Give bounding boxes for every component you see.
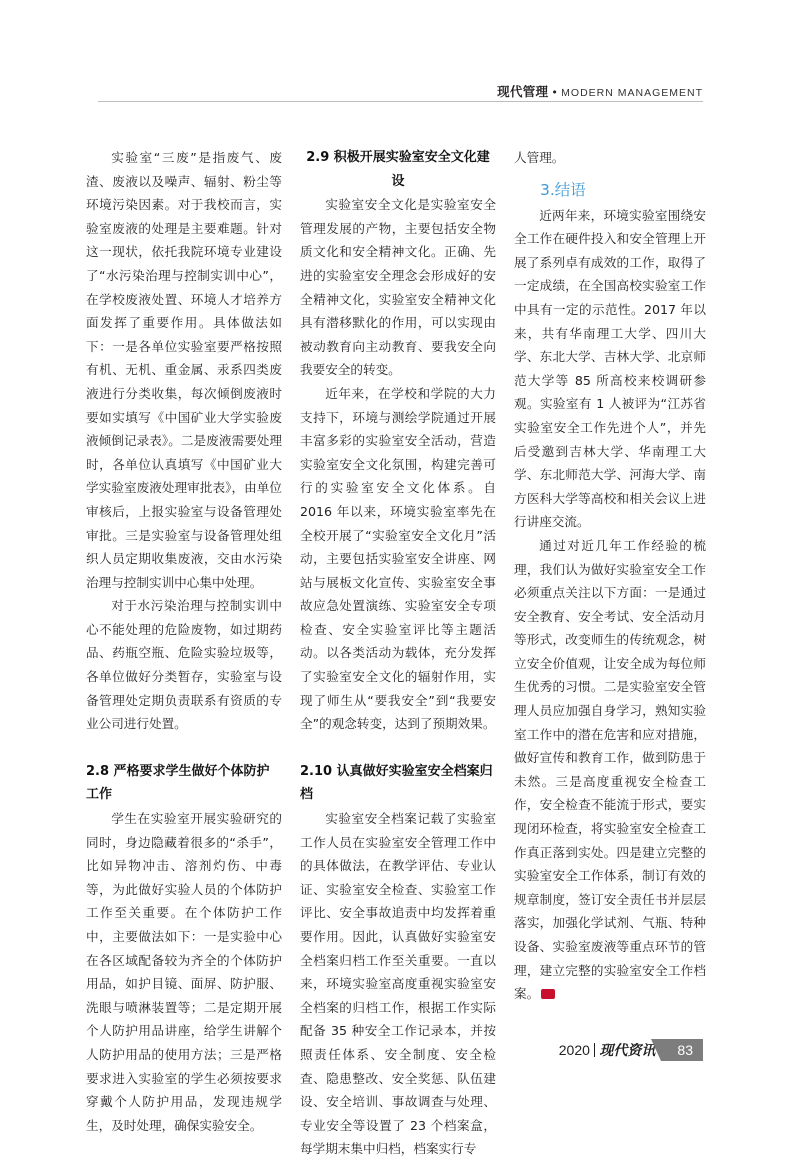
paragraph-conclusion-lessons-text: 通过对近几年工作经验的梳理，我们认为做好实验室安全工作必须重点关注以下方面：一是通过安全教育、安全考试、安全活动月等形式，改变师生的传统观念，树立安全价值观，让安全成为每位师生优秀的习惯。二是实验室安全管理人员应加强自身学习，熟知实验室工作中的潜在危害和应对措施，做好宣传和教育工作，做到防患于未然。三是高度重视安全检查工作，安全检查不能流于形式，要实现闭环检查，将实验室安全检查工作真正落到实处。四是建立完整的实验室安全工作体系，制订有效的规章制度，签订安全责任书并层层落实，加强化学试剂、气瓶、特种设备、实验室废液等重点环节的管理，建立完整的实验室安全工作档案。 <box>514 537 706 1002</box>
paragraph-culture-activities: 近年来，在学校和学院的大力支持下，环境与测绘学院通过开展丰富多彩的实验室安全活动，营造实验室安全文化氛围，构建完善可行的实验室安全文化体系。自 2016 年以来，环境实验室率先在全校开展了“实验室安全文化月”活动，主要包括实验室安全讲座、网站与展板文化宣传、实验室安全事故应急处置演练、实验室安全专项检查、安全实验室评比等主题活动。以各类活动为载体，充分发挥了实验室安全文化的辐射作用，实现了师生从“要我安全”到“我要安全”的观念转变，达到了预期效果。 <box>300 385 496 732</box>
paragraph-hazardous-waste: 对于水污染治理与控制实训中心不能处理的危险废物，如过期药品、药瓶空瓶、危险实验垃圾等，各单位做好分类暂存，实验室与设备管理处定期负责联系有资质的专业公司进行处置。 <box>86 598 282 732</box>
paragraph-conclusion-lessons <box>514 534 706 1006</box>
page-number: 83 <box>661 1039 703 1061</box>
column-right <box>514 146 706 1006</box>
paragraph-safety-culture: 实验室安全文化是实验室安全管理发展的产物，主要包括安全物质文化和安全精神文化。正确、先进的实验室安全理念会形成好的安全精神文化，实验室安全精神文化具有潜移默化的作用，可以实现由被动教育向主动教育、要我安全向我要安全的转变。 <box>300 197 496 378</box>
header-section-cn: 现代管理 <box>497 84 549 99</box>
header-separator: • <box>551 86 559 99</box>
footer-magazine-title: 现代资讯 <box>599 1043 656 1059</box>
heading-2-8: 2.8 严格要求学生做好个体防护工作 <box>86 763 270 803</box>
running-header <box>497 82 703 100</box>
header-rule <box>98 101 703 102</box>
article-end-icon <box>541 989 555 999</box>
paragraph-safety-archives: 实验室安全档案记载了实验室工作人员在实验室安全管理工作中的具体做法，在教学评估、专业认证、实验室安全检查、实验室工作评比、安全事故追责中均发挥着重要作用。因此，认真做好实验室安全档案归档工作至关重要。一直以来，环境实验室高度重视实验室安全档案的归档工作，根据工作实际配备 35 种安全工作记录本，并按照责任体系、安全制度、安全检查、隐患整改、安全奖惩、队伍建设、安全培训、事故调查与处理、专业安全等设置了 23 个档案盒，每学期末集中归档，档案实行专 <box>300 811 496 1157</box>
column-left <box>86 146 282 1137</box>
footer-divider <box>594 1043 596 1057</box>
paragraph-continued: 人管理。 <box>514 150 565 165</box>
paragraph-personal-protection: 学生在实验室开展实验研究的同时，身边隐藏着很多的“杀手”，比如异物冲击、溶剂灼伤、中毒等，为此做好实验人员的个体防护工作至关重要。在个体防护工作中，主要做法如下：一是实验中心在各区域配备较为齐全的个体防护用品，如护目镜、面屏、防护服、洗眼与喷淋装置等；二是定期开展个人防护用品讲座，给学生讲解个人防护用品的使用方法；三是严格要求进入实验室的学生必须按要求穿戴个人防护用品，发现违规学生，及时处理，确保实验安全。 <box>86 811 282 1133</box>
header-section-en: MODERN MANAGEMENT <box>561 87 703 99</box>
paragraph-conclusion-results: 近两年来，环境实验室围绕安全工作在硬件投入和安全管理上开展了系列卓有成效的工作，取得了一定成绩，在全国高校实验室工作中具有一定的示范性。2017 年以来，共有华南理工大学、四川大学、东北大学、吉林大学、北京师范大学等 85 所高校来校调研参观。实验室有 1 人被评为“江苏省实验室安全工作先进个人”，并先后受邀到吉林大学、华南理工大学、东北师范大学、河海大学、南方医科大学等高校和相关会议上进行讲座交流。 <box>514 207 706 530</box>
column-middle <box>300 146 496 1161</box>
paragraph-waste: 实验室“三废”是指废气、废渣、废液以及噪声、辐射、粉尘等环境污染因素。对于我校而言，实验室废液的处理是主要难题。针对这一现状，依托我院环境专业建设了“水污染治理与控制实训中心”，在学校废液处置、环境人才培养方面发挥了重要作用。具体做法如下：一是各单位实验室要严格按照有机、无机、重金属、汞系四类废液进行分类收集，每次倾倒废液时要如实填写《中国矿业大学实验废液倾倒记录表》。二是废液需要处理时，各单位认真填写《中国矿业大学实验室废液处理审批表》，由单位审核后，上报实验室与设备管理处审批。三是实验室与设备管理处组织人员定期收集废液，交由水污染治理与控制实训中心集中处理。 <box>86 150 282 590</box>
page-footer <box>559 1038 703 1062</box>
heading-2-10: 2.10 认真做好实验室安全档案归档 <box>300 763 493 803</box>
heading-3-conclusion: 3.结语 <box>540 180 586 199</box>
footer-year: 2020 <box>558 1042 590 1058</box>
heading-2-9: 2.9 积极开展实验室安全文化建设 <box>306 150 490 189</box>
